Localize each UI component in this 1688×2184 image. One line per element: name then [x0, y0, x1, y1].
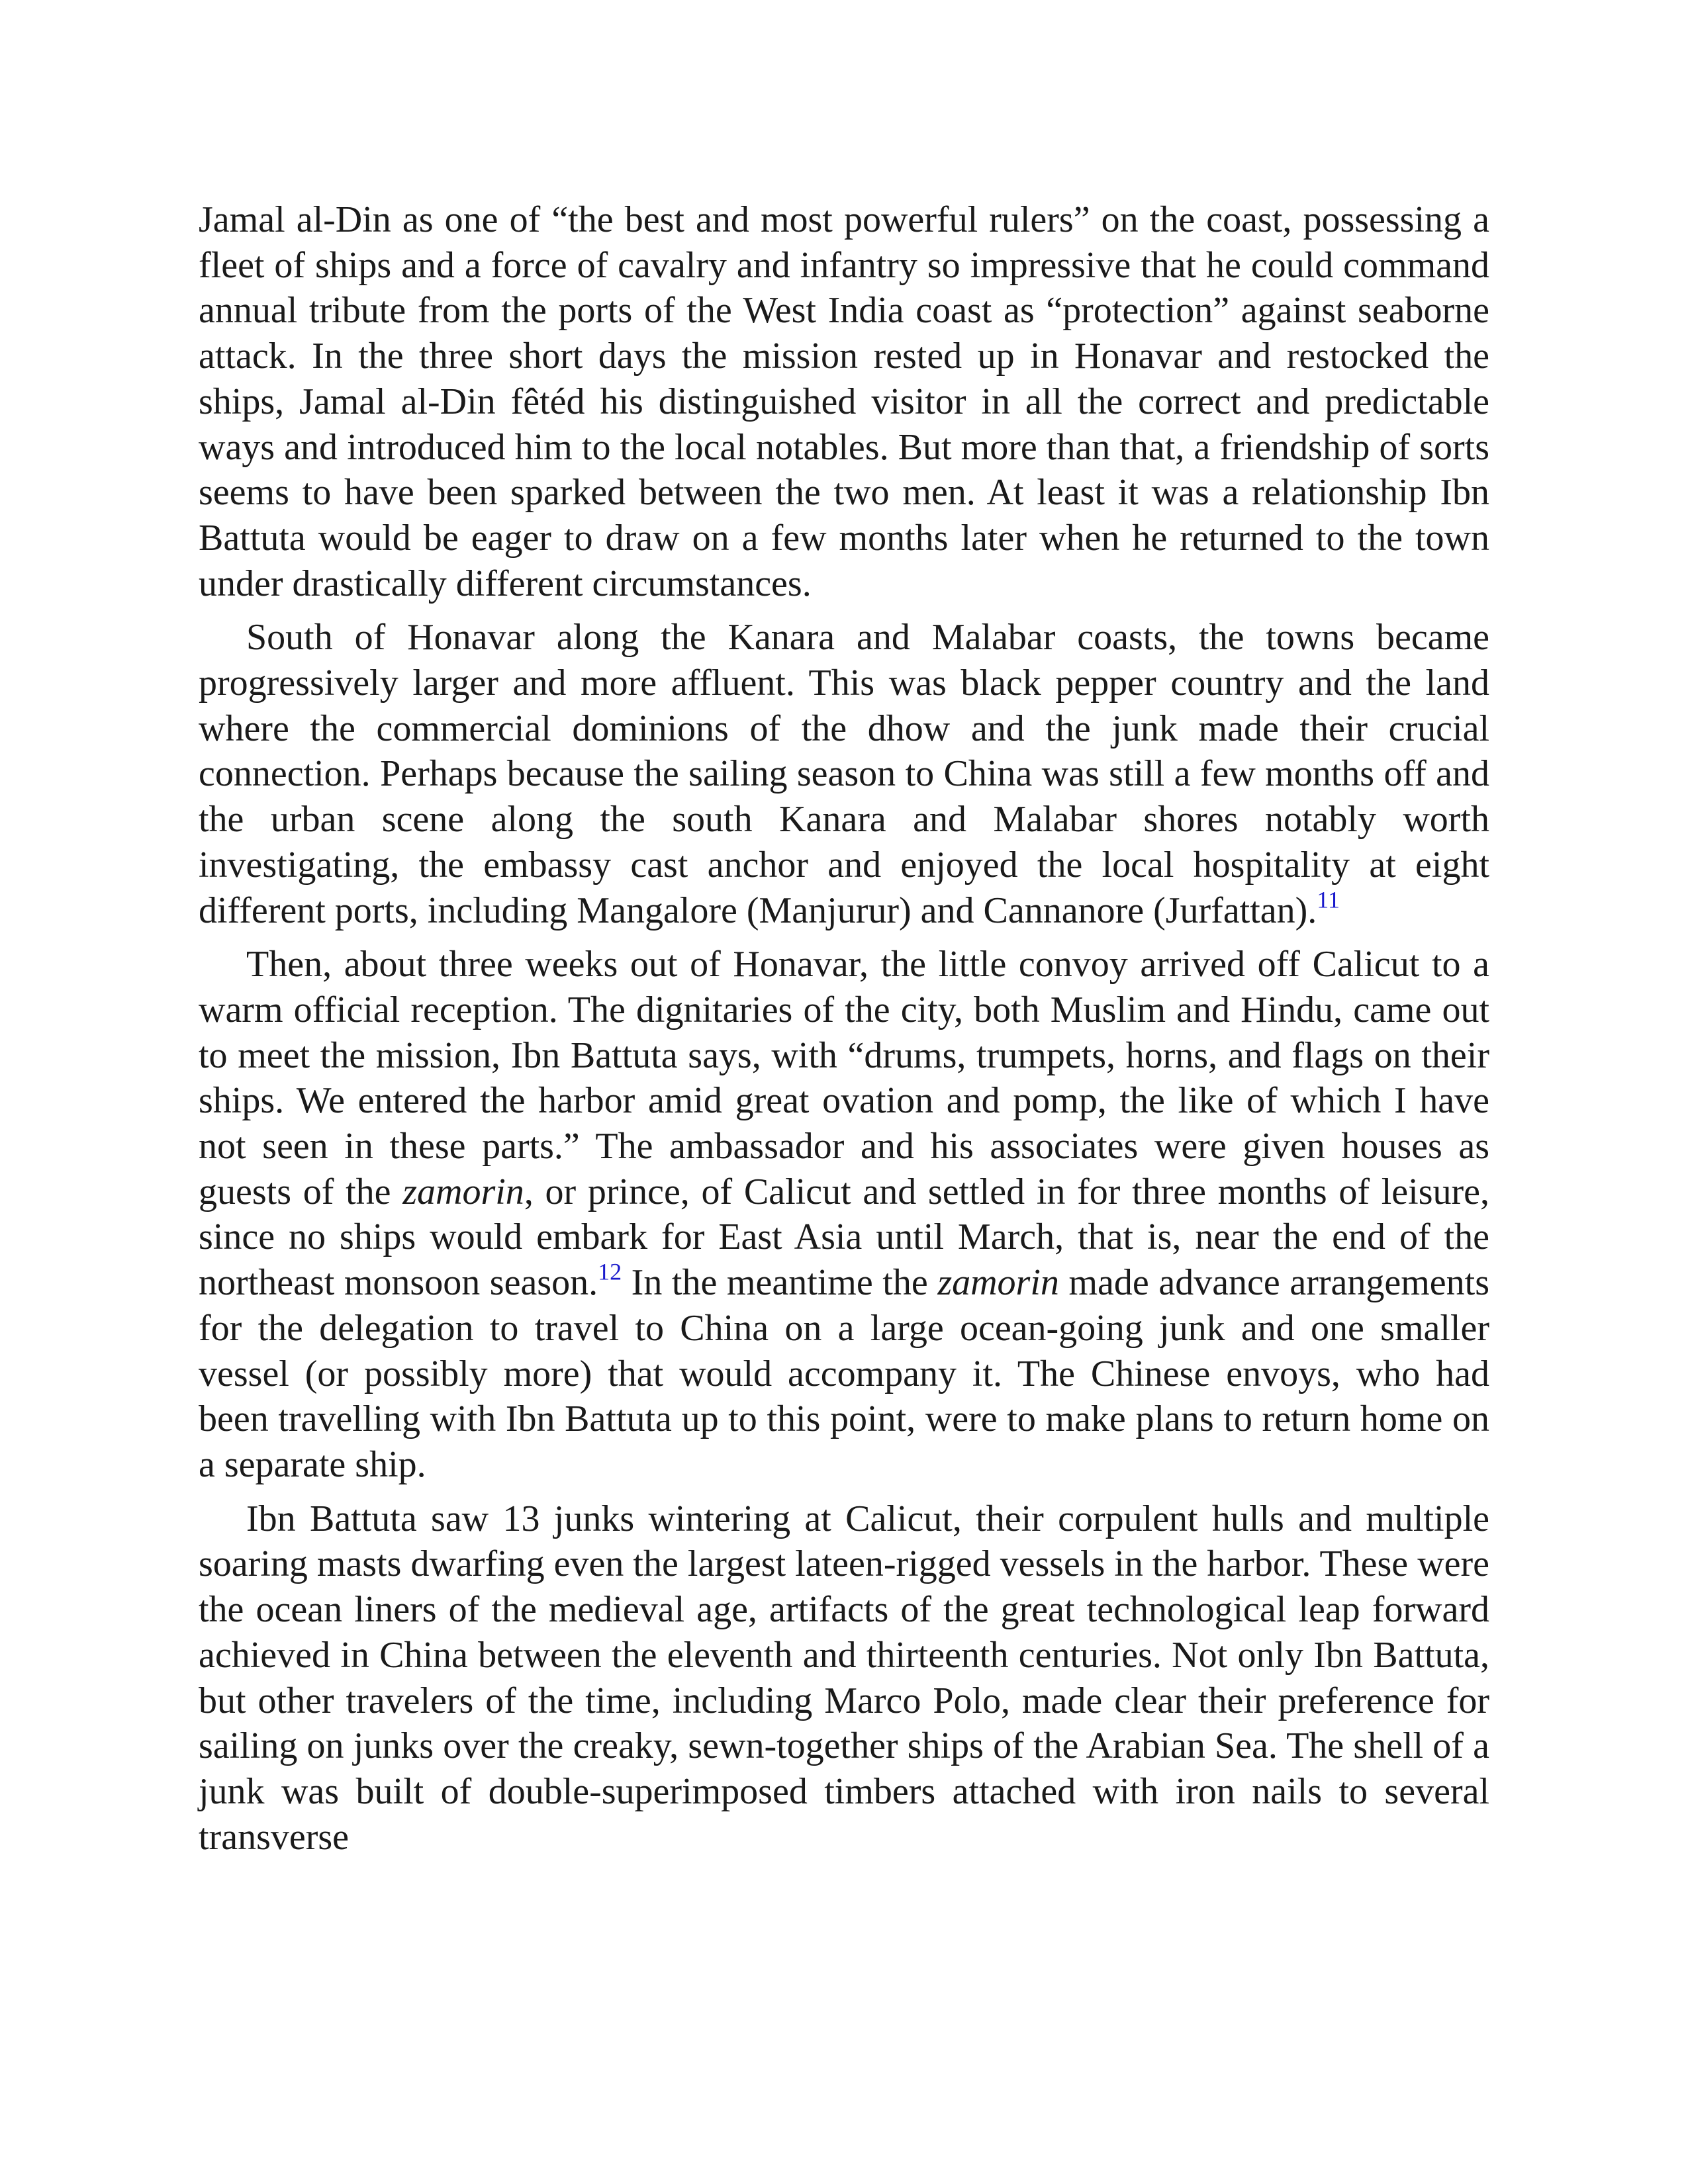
paragraph-text: Jamal al-Din as one of “the best and most powerful rulers” on the coast, possessing a fleet of ships and a force of cavalry and infantry so impressive that he could command annual tribute from the ports of the West India coast as “protection” against seaborne attack. In the three short days the mission rested up in Honavar and restocked the ships, Jamal al-Din fêtéd his distinguished visitor in all the correct and predictable ways and introduced him to the local notables. But more than that, a friendship of sorts seems to have been sparked between the two men. At least it was a relationship Ibn Battuta would be eager to draw on a few months later when he returned to the town under drastically different circumstances. [199, 199, 1489, 604]
paragraph-3 [199, 942, 1489, 1487]
paragraph-text: South of Honavar along the Kanara and Malabar coasts, the towns became progressively larger and more affluent. This was black pepper country and the land where the commercial dominions of the dhow and the junk made their crucial connection. Perhaps because the sailing season to China was still a few months off and the urban scene along the south Kanara and Malabar shores notably worth investigating, the embassy cast anchor and enjoyed the local hospitality at eight different ports, including Mangalore (Manjurur) and Cannanore (Jurfattan). [199, 617, 1489, 931]
paragraph-2 [199, 615, 1489, 933]
paragraph-text: made advance arrangements for the delegation to travel to China on a large ocean-going junk and one smaller vessel (or possibly more) that would accompany it. The Chinese envoys, who had been travelling with Ibn Battuta up to this point, were to make plans to return home on a separate ship. [199, 1262, 1489, 1485]
book-page [199, 197, 1489, 1860]
paragraph-text: Then, about three weeks out of Honavar, the little convoy arrived off Calicut to a warm official reception. The dignitaries of the city, both Muslim and Hindu, came out to meet the mission, Ibn Battuta says, with “drums, trumpets, horns, and flags on their ships. We entered the harbor amid great ovation and pomp, the like of which I have not seen in these parts.” The ambassador and his associates were given houses as guests of the [199, 944, 1489, 1212]
footnote-ref-11[interactable]: 11 [1317, 886, 1340, 913]
paragraph-text: Ibn Battuta saw 13 junks wintering at Calicut, their corpulent hulls and multiple soaring masts dwarfing even the largest lateen-rigged vessels in the harbor. These were the ocean liners of the medieval age, artifacts of the great technological leap forward achieved in China between the eleventh and thirteenth centuries. Not only Ibn Battuta, but other travelers of the time, including Marco Polo, made clear their preference for sailing on junks over the creaky, sewn-together ships of the Arabian Sea. The shell of a junk was built of double-superimposed timbers attached with iron nails to several transverse [199, 1498, 1489, 1858]
paragraph-1 [199, 197, 1489, 606]
paragraph-4 [199, 1496, 1489, 1860]
italic-term: zamorin [937, 1262, 1059, 1304]
paragraph-text: In the meantime the [622, 1262, 938, 1304]
footnote-ref-12[interactable]: 12 [598, 1258, 622, 1285]
italic-term: zamorin [402, 1171, 524, 1212]
paragraph-text: , or prince, of Calicut and settled in for three months of leisure, since no ships would embark for East Asia until March, that is, near the end of the northeast monsoon season. [199, 1171, 1490, 1304]
